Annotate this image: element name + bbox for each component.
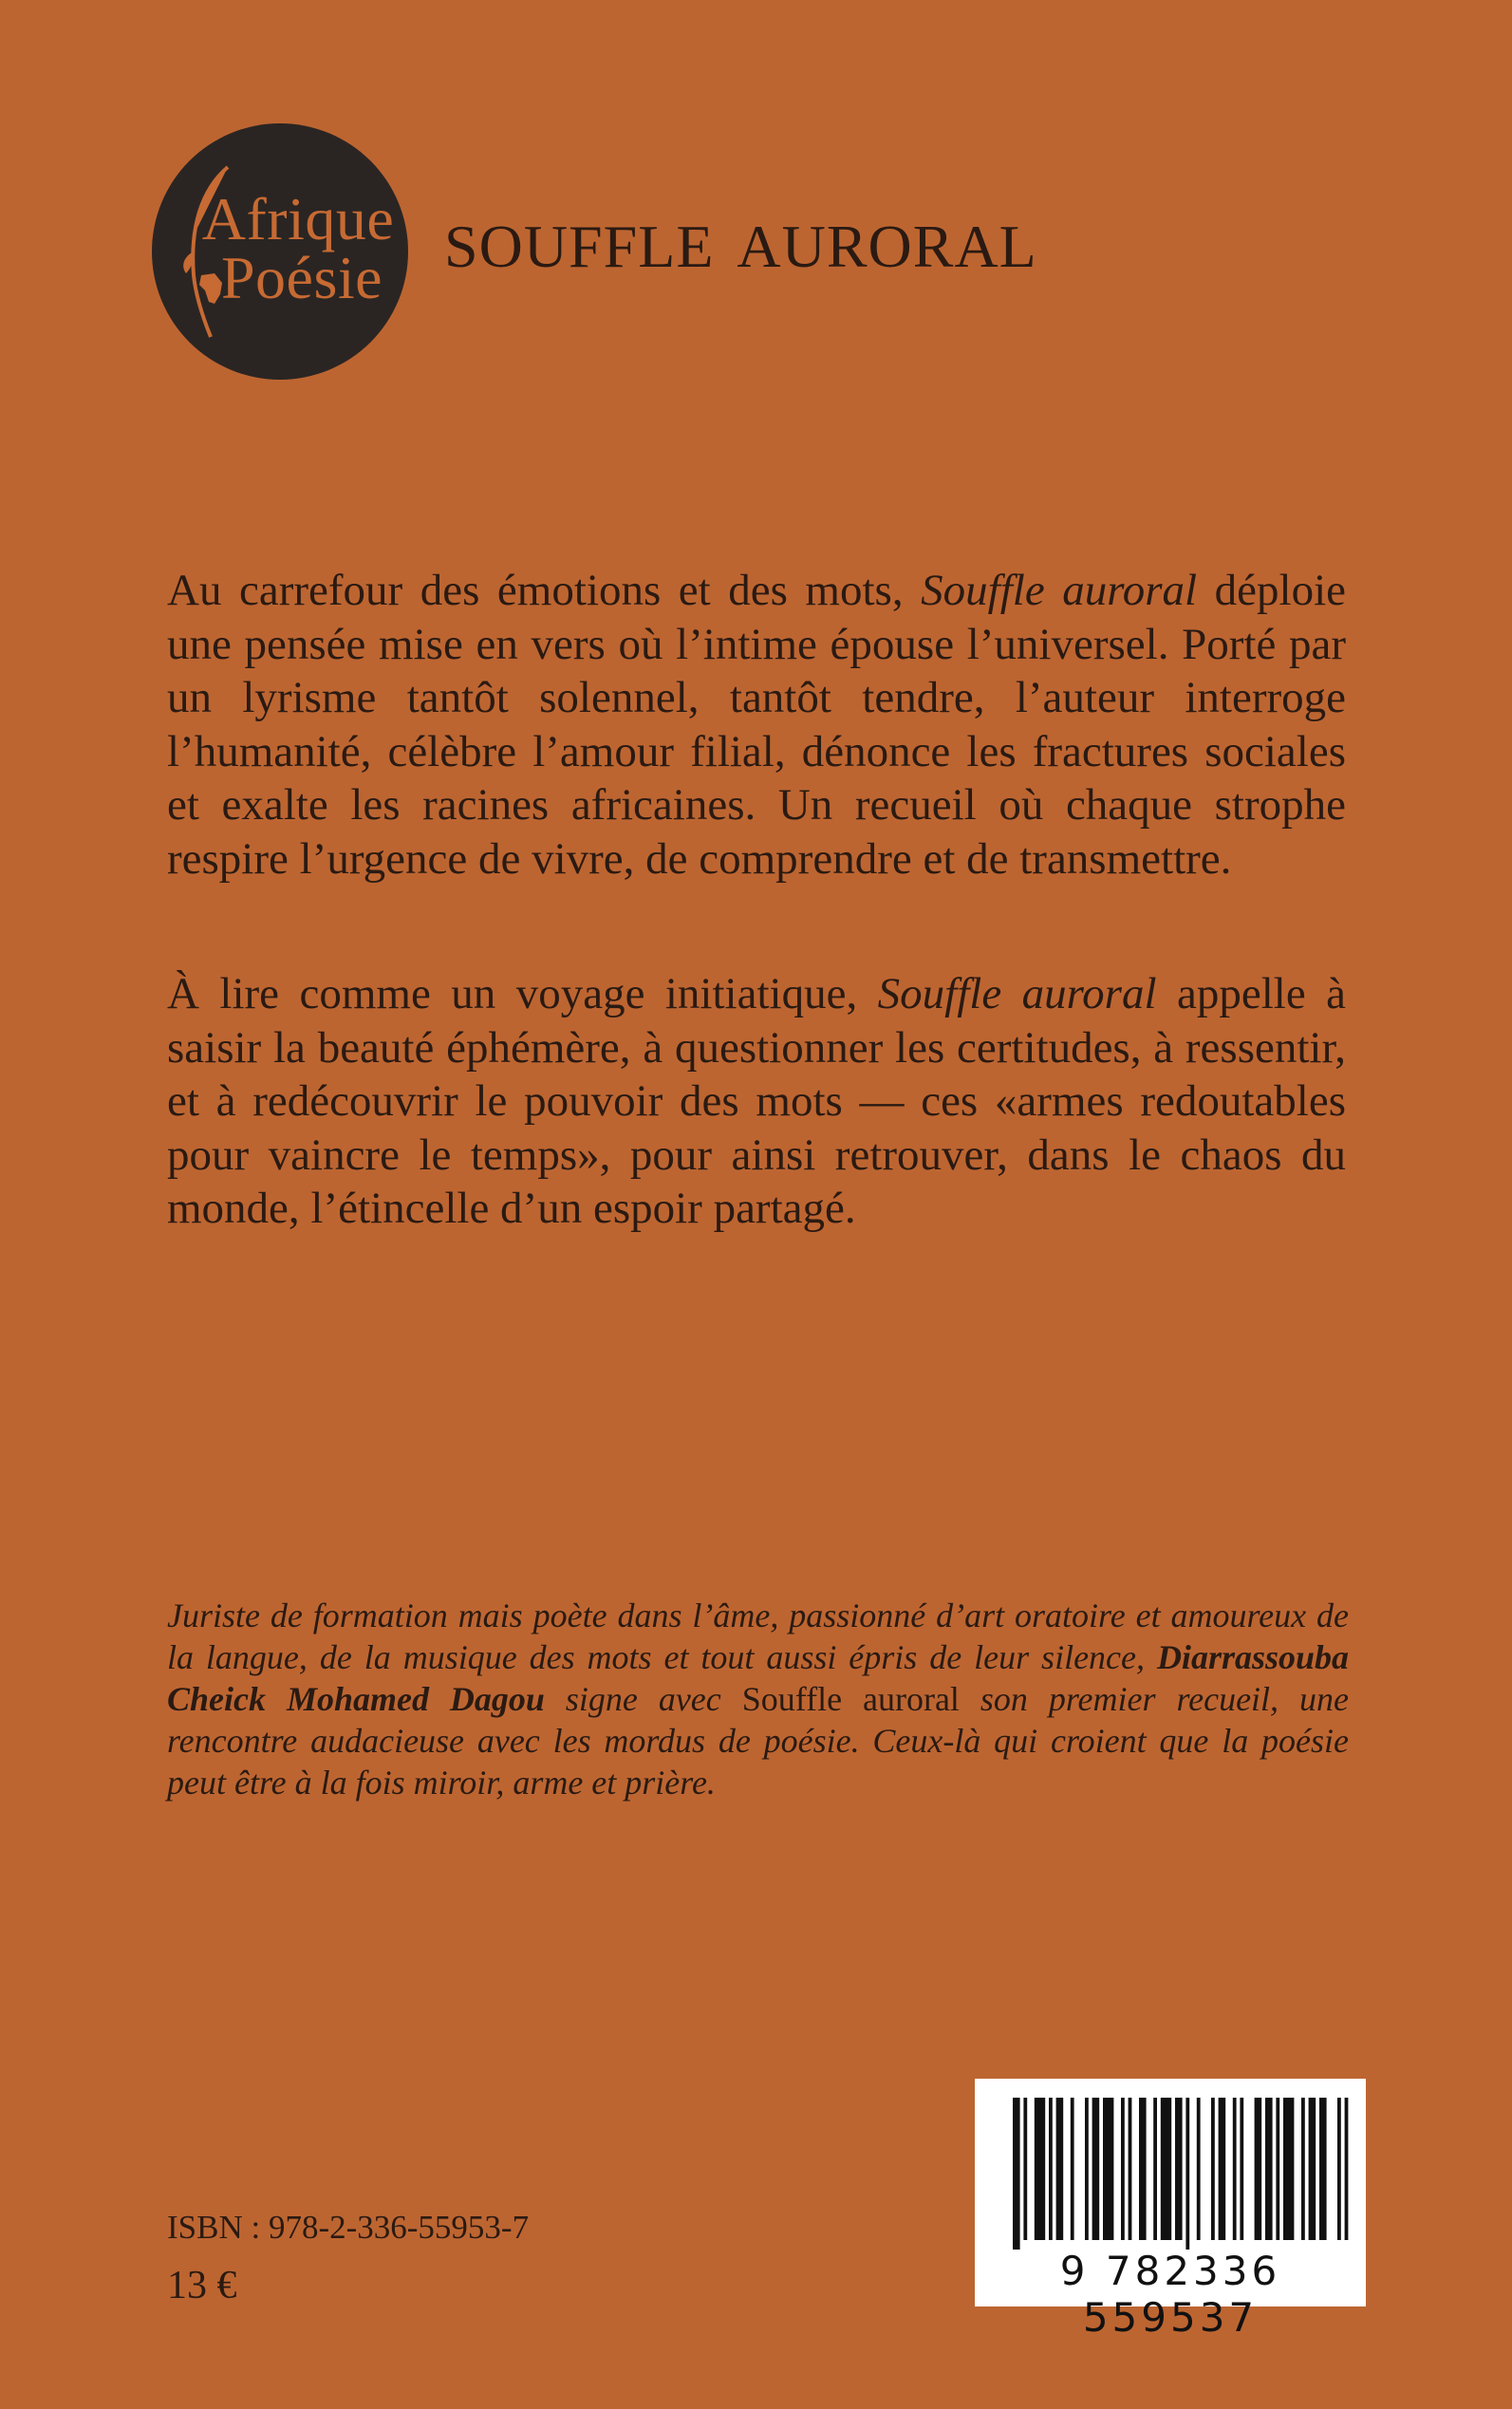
barcode-bar bbox=[1071, 2098, 1074, 2240]
blurb-1-text-start: Au carrefour des émotions et des mots, bbox=[167, 566, 922, 615]
blurb-2-text-start: À lire comme un voyage initiatique, bbox=[167, 969, 878, 1018]
barcode-bar bbox=[1023, 2098, 1027, 2240]
blurb-1-text-end: déploie une pensée mise en vers où l’intime épouse l’universel. Porté par un lyrisme tantôt solennel, tantôt tendre, l’auteur interroge l’humanité, célèbre l’amour filial, dénonce les fractures sociales et exalte les racines africaines. Un recueil où chaque strophe respire l’urgence de vivre, de comprendre et de transmettre. bbox=[167, 566, 1347, 884]
barcode-bar bbox=[1013, 2098, 1020, 2250]
publisher-logo bbox=[152, 123, 408, 380]
barcode-bar bbox=[1153, 2098, 1157, 2240]
barcode-bar bbox=[1197, 2098, 1201, 2240]
logo-text bbox=[152, 185, 408, 311]
barcode-bar bbox=[1092, 2098, 1100, 2240]
barcode-bar bbox=[1035, 2098, 1045, 2240]
barcode-bar bbox=[1139, 2098, 1147, 2240]
barcode-bar bbox=[1345, 2098, 1349, 2240]
blurb-paragraph-1 bbox=[167, 564, 1346, 886]
barcode bbox=[975, 2079, 1366, 2341]
barcode-bar bbox=[1233, 2098, 1237, 2240]
bio-text-start: Juriste de formation mais poète dans l’âme, passionné d’art oratoire et amoureux de la langue, de la musique des mots et tout aussi épris de leur silence, bbox=[167, 1597, 1349, 1676]
barcode-digits: 9 782336 559537 bbox=[1059, 2248, 1281, 2341]
author-bio bbox=[167, 1595, 1349, 1803]
bio-book-title: Souffle auroral bbox=[741, 1680, 960, 1718]
blurb-2-text-end: appelle à saisir la beauté éphémère, à questionner les certitudes, à ressentir, et à redécouvrir le pouvoir des mots — ces «armes redoutables pour vaincre le temps», pour ainsi retrouver, dans le chaos du monde, l’étincelle d’un espoir partagé. bbox=[167, 969, 1347, 1233]
barcode-bar bbox=[1085, 2098, 1089, 2240]
barcode-bar bbox=[1175, 2098, 1183, 2240]
barcode-bar bbox=[1319, 2098, 1327, 2240]
bio-text-mid: signe avec bbox=[544, 1680, 742, 1718]
price: 13 € bbox=[167, 2264, 237, 2307]
barcode-bar bbox=[1121, 2098, 1125, 2240]
barcode-bar bbox=[1337, 2098, 1341, 2240]
barcode-bar bbox=[1265, 2098, 1273, 2240]
book-title: souffle auroral bbox=[444, 189, 1037, 286]
barcode-bar bbox=[1240, 2098, 1243, 2240]
bio-text-end: son premier recueil, une rencontre audacieuse avec les mordus de poésie. Ceux-là qui croient que la poésie peut être à la fois miroir, arme et prière. bbox=[167, 1680, 1349, 1802]
author-name: Diarrassouba Cheick Mohamed Dagou bbox=[167, 1638, 1349, 1718]
isbn: ISBN : 978-2-336-55953-7 bbox=[167, 2209, 530, 2246]
barcode-bar bbox=[1301, 2098, 1305, 2240]
barcode-bar bbox=[1185, 2098, 1189, 2250]
barcode-bar bbox=[1309, 2098, 1316, 2240]
barcode-bar bbox=[1276, 2098, 1279, 2240]
barcode-bar bbox=[1255, 2098, 1262, 2240]
barcode-bar bbox=[1219, 2098, 1226, 2240]
barcode-bar bbox=[1056, 2098, 1064, 2240]
logo-line-2: Poésie bbox=[220, 244, 383, 311]
blurb-2-book-title: Souffle auroral bbox=[877, 969, 1157, 1018]
barcode-bar bbox=[1211, 2098, 1215, 2240]
barcode-bar bbox=[1283, 2098, 1294, 2240]
barcode-bar bbox=[1161, 2098, 1171, 2240]
barcode-bar bbox=[1103, 2098, 1113, 2240]
logo-line-1: Afrique bbox=[201, 185, 395, 252]
blurb-paragraph-2 bbox=[167, 967, 1346, 1236]
barcode-bar bbox=[1049, 2098, 1053, 2240]
blurb-1-book-title: Souffle auroral bbox=[921, 566, 1198, 615]
barcode-bar bbox=[1129, 2098, 1132, 2240]
